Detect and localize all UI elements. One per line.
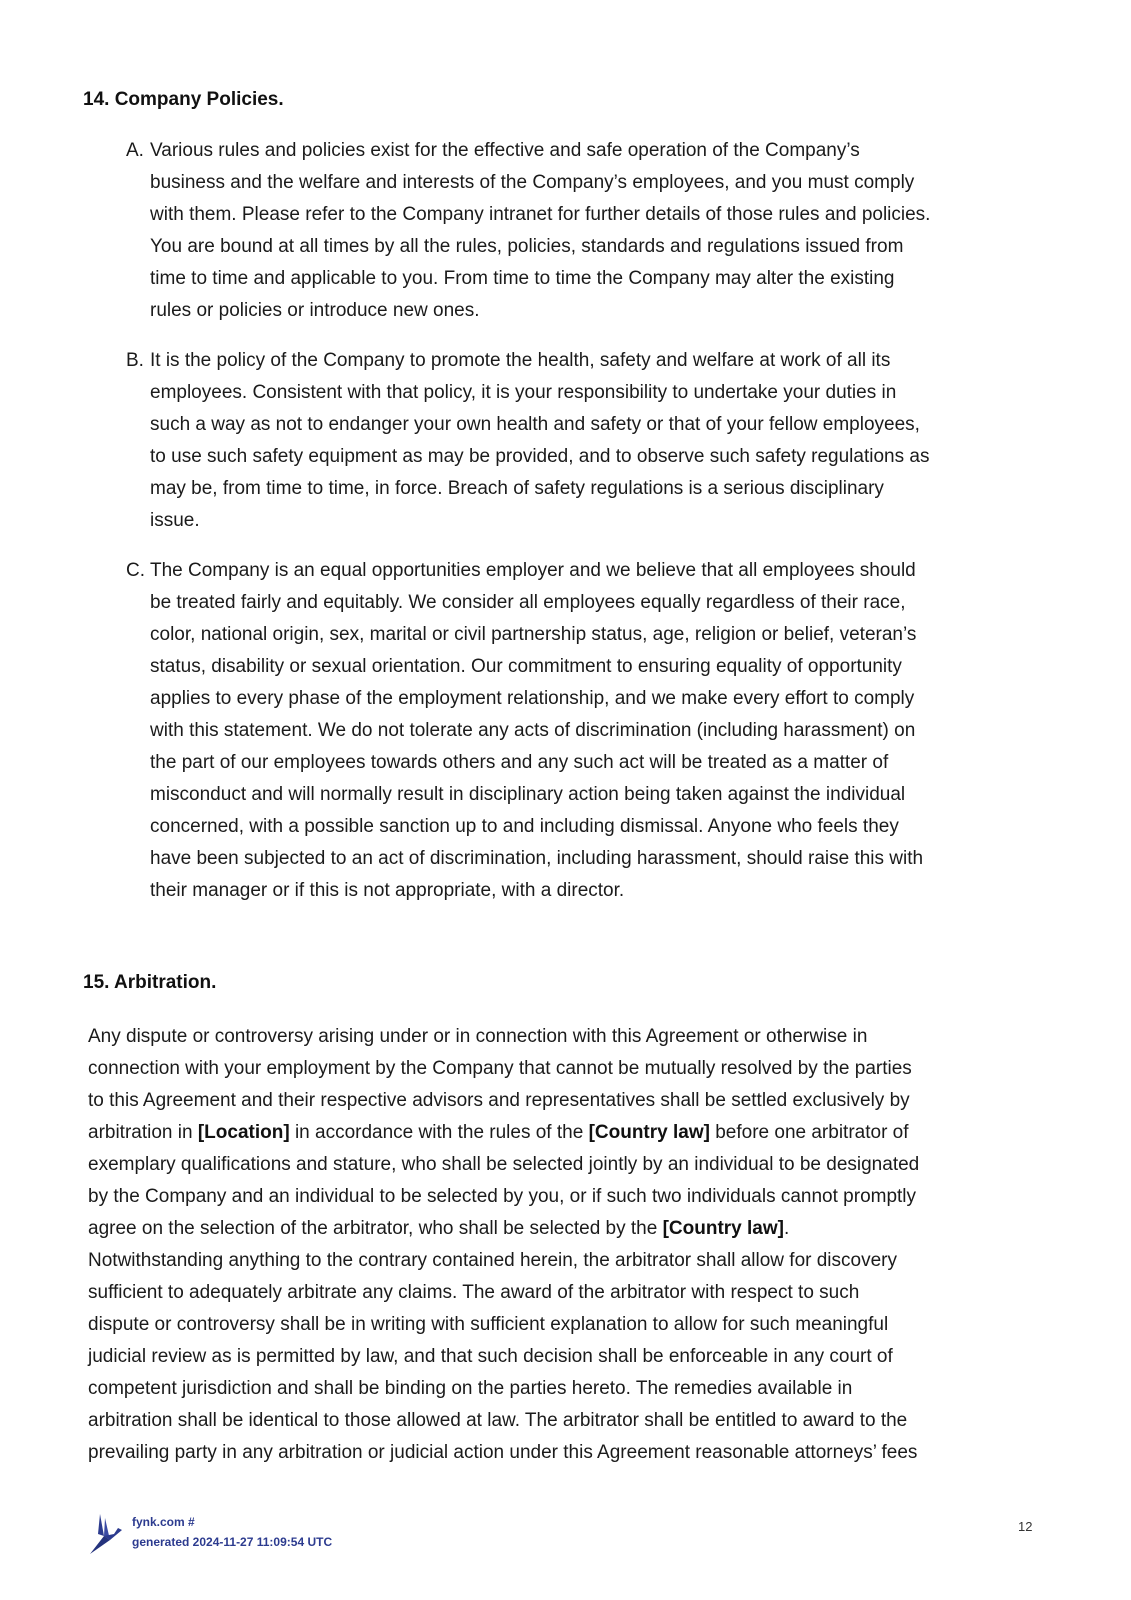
text-line bbox=[88, 1053, 1048, 1085]
text-span: connection with your employment by the Company that cannot be mutually resolved by the parties bbox=[88, 1058, 912, 1079]
text-line: time to time and applicable to you. From time to time the Company may alter the existing bbox=[150, 268, 895, 289]
text-span: to this Agreement and their respective advisors and representatives shall be settled exclusively by bbox=[88, 1090, 910, 1111]
text-line: be treated fairly and equitably. We consider all employees equally regardless of their race, bbox=[150, 592, 906, 613]
text-line bbox=[88, 1021, 1048, 1053]
text-line bbox=[88, 1117, 1048, 1149]
text-line bbox=[88, 1309, 1048, 1341]
text-line bbox=[88, 1181, 1048, 1213]
text-span: prevailing party in any arbitration or judicial action under this Agreement reasonable attorneys’ fees bbox=[88, 1442, 918, 1463]
section-heading-company-policies: 14. Company Policies. bbox=[83, 89, 284, 110]
text-line: issue. bbox=[150, 510, 200, 531]
text-line: with this statement. We do not tolerate any acts of discrimination (including harassment) on bbox=[150, 720, 916, 741]
text-line: concerned, with a possible sanction up to and including dismissal. Anyone who feels they bbox=[150, 816, 899, 837]
text-line bbox=[88, 1149, 1048, 1181]
section-heading-arbitration: 15. Arbitration. bbox=[83, 972, 217, 993]
fynk-bird-logo-icon[interactable] bbox=[88, 1510, 130, 1556]
text-line: the part of our employees towards others and any such act will be treated as a matter of bbox=[150, 752, 889, 773]
text-span: arbitration in bbox=[88, 1122, 198, 1143]
text-line bbox=[88, 1437, 1048, 1469]
text-span: in accordance with the rules of the bbox=[289, 1122, 589, 1143]
text-line bbox=[88, 1405, 1048, 1437]
text-span: agree on the selection of the arbitrator, who shall be selected by the bbox=[88, 1218, 663, 1239]
text-line: misconduct and will normally result in disciplinary action being taken against the individual bbox=[150, 784, 906, 805]
text-line: such a way as not to endanger your own health and safety or that of your fellow employees, bbox=[150, 414, 920, 435]
text-span: Notwithstanding anything to the contrary contained herein, the arbitrator shall allow for discovery bbox=[88, 1250, 897, 1271]
footer-brand-link[interactable]: fynk.com # bbox=[132, 1515, 195, 1529]
text-line: rules or policies or introduce new ones. bbox=[150, 300, 480, 321]
text-line: applies to every phase of the employment relationship, and we make every effort to comply bbox=[150, 688, 915, 709]
text-line: have been subjected to an act of discrimination, including harassment, should raise this with bbox=[150, 848, 924, 869]
placeholder-country-law: [Country law] bbox=[588, 1122, 710, 1143]
text-span: Any dispute or controversy arising under or in connection with this Agreement or otherwise in bbox=[88, 1026, 868, 1047]
list-item-letter: A. bbox=[126, 140, 144, 161]
text-line: business and the welfare and interests of the Company’s employees, and you must comply bbox=[150, 172, 915, 193]
text-line bbox=[88, 1341, 1048, 1373]
text-line bbox=[88, 1245, 1048, 1277]
text-line bbox=[88, 1373, 1048, 1405]
list-item-letter: B. bbox=[126, 350, 144, 371]
text-span: by the Company and an individual to be selected by you, or if such two individuals cannot promptly bbox=[88, 1186, 917, 1207]
placeholder-country-law: [Country law] bbox=[662, 1218, 784, 1239]
footer-generated-timestamp: generated 2024-11-27 11:09:54 UTC bbox=[132, 1535, 333, 1549]
text-line: It is the policy of the Company to promote the health, safety and welfare at work of all its bbox=[150, 350, 891, 371]
text-span: dispute or controversy shall be in writing with sufficient explanation to allow for such meaningful bbox=[88, 1314, 889, 1335]
text-span: before one arbitrator of bbox=[709, 1122, 909, 1143]
text-line: to use such safety equipment as may be provided, and to observe such safety regulations as bbox=[150, 446, 930, 467]
list-item-letter: C. bbox=[126, 560, 145, 581]
text-line: may be, from time to time, in force. Breach of safety regulations is a serious disciplinary bbox=[150, 478, 884, 499]
text-line: employees. Consistent with that policy, it is your responsibility to undertake your duties in bbox=[150, 382, 897, 403]
text-line: with them. Please refer to the Company intranet for further details of those rules and policies. bbox=[150, 204, 931, 225]
text-line: Various rules and policies exist for the effective and safe operation of the Company’s bbox=[150, 140, 860, 161]
arbitration-paragraph bbox=[88, 1021, 1048, 1469]
text-span: . bbox=[783, 1218, 790, 1239]
page-number: 12 bbox=[1018, 1519, 1033, 1534]
text-line bbox=[88, 1213, 1048, 1245]
text-span: arbitration shall be identical to those allowed at law. The arbitrator shall be entitled to award to the bbox=[88, 1410, 908, 1431]
text-line bbox=[88, 1277, 1048, 1309]
text-span: judicial review as is permitted by law, and that such decision shall be enforceable in any court of bbox=[88, 1346, 893, 1367]
text-line bbox=[88, 1085, 1048, 1117]
text-line: You are bound at all times by all the rules, policies, standards and regulations issued from bbox=[150, 236, 904, 257]
text-span: competent jurisdiction and shall be binding on the parties hereto. The remedies available in bbox=[88, 1378, 853, 1399]
text-line: status, disability or sexual orientation. Our commitment to ensuring equality of opportunity bbox=[150, 656, 902, 677]
text-span: sufficient to adequately arbitrate any claims. The award of the arbitrator with respect to such bbox=[88, 1282, 860, 1303]
placeholder-location: [Location] bbox=[197, 1122, 290, 1143]
text-line: color, national origin, sex, marital or civil partnership status, age, religion or belief, veteran’s bbox=[150, 624, 917, 645]
text-line: their manager or if this is not appropriate, with a director. bbox=[150, 880, 625, 901]
text-span: exemplary qualifications and stature, who shall be selected jointly by an individual to be designated bbox=[88, 1154, 920, 1175]
text-line: The Company is an equal opportunities employer and we believe that all employees should bbox=[150, 560, 916, 581]
